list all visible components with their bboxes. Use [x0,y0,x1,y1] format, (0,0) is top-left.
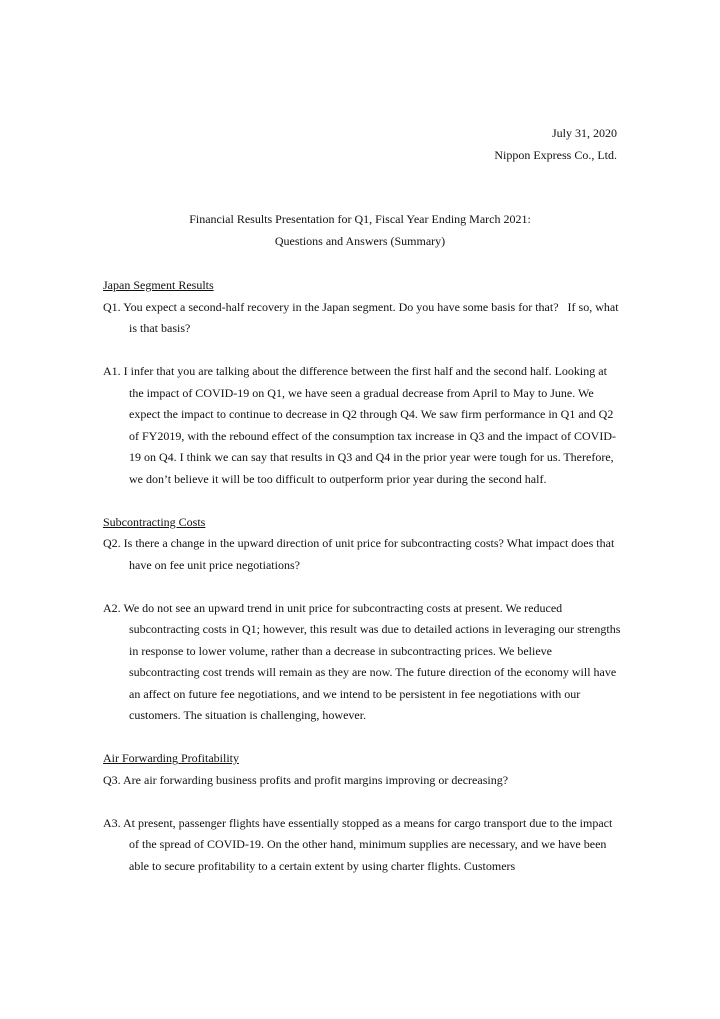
title-line-1: Financial Results Presentation for Q1, Fiscal Year Ending March 2021: [189,212,531,226]
answer-3: A3. At present, passenger flights have essentially stopped as a means for cargo transport due to the impact of the spread of COVID-19. On the other hand, minimum supplies are necessary, and we have been able to secure profitability to a certain extent by using charter flights. Customers [103,815,613,873]
spacer [103,727,623,749]
spacer [103,791,623,813]
section-heading-japan: Japan Segment Results [103,278,214,292]
spacer [103,490,623,512]
question-2: Q2. Is there a change in the upward direction of unit price for subcontracting costs? What impact does that have on fee unit price negotiations? [103,536,615,572]
document-body [103,275,623,877]
spacer [103,576,623,598]
document-date: July 31, 2020 [551,126,617,140]
company-name: Nippon Express Co., Ltd. [494,148,617,162]
title-line-2: Questions and Answers (Summary) [274,234,446,248]
document-title [0,208,720,252]
spacer [103,340,623,362]
question-3: Q3. Are air forwarding business profits and profit margins improving or decreasing? [103,772,509,787]
answer-1: A1. I infer that you are talking about the difference between the first half and the second half. Looking at the impact of COVID-19 on Q1, we have seen a gradual decrease from April to May to June. We expect the impact to continue to decrease in Q2 through Q4. We saw firm performance in Q1 and Q2 of FY2019, with the rebound effect of the consumption tax increase in Q3 and the impact of COVID-19 on Q4. I think we can say that results in Q3 and Q4 in the prior year were tough for us. Therefore, we don’t believe it will be too difficult to outperform prior year during the second half. [103,364,616,486]
section-heading-subcontracting: Subcontracting Costs [103,514,206,529]
question-1: Q1. You expect a second-half recovery in the Japan segment. Do you have some basis for that? If so, what is that basis? [103,299,619,335]
document-header [494,122,617,166]
answer-2: A2. We do not see an upward trend in unit price for subcontracting costs at present. We reduced subcontracting costs in Q1; however, this result was due to detailed actions in leveraging our strengths in response to lower volume, rather than a decrease in subcontracting prices. We believe subcontracting cost trends will remain as they are now. The future direction of the economy will have an affect on future fee negotiations, and we intend to be persistent in fee negotiations with our customers. The situation is challenging, however. [103,600,621,722]
section-heading-air: Air Forwarding Profitability [103,751,239,765]
